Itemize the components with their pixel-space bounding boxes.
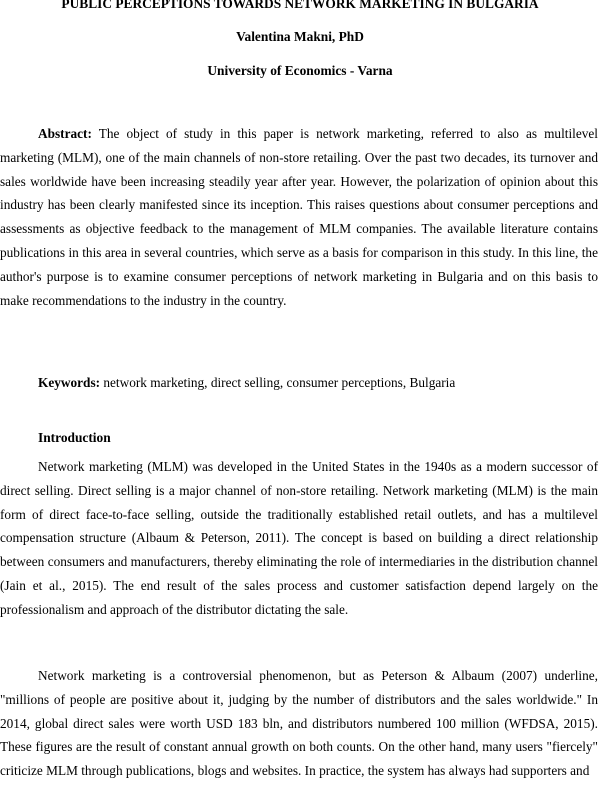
abstract-paragraph [0,122,598,312]
keywords-paragraph [0,371,598,395]
introduction-paragraph-2 [0,664,598,783]
introduction-heading: Introduction [38,430,111,445]
abstract-label: Abstract: [38,126,92,141]
paper-title: PUBLIC PERCEPTIONS TOWARDS NETWORK MARKETING IN BULGARIA [61,0,539,11]
abstract-text: The object of study in this paper is network marketing, referred to also as multilevel marketing (MLM), one of the main channels of non-store retailing. Over the past two decades, its turnover and sales worldwide have been increasing steadily year after year. However, the polarization of opinion about this industry has been clearly manifested since its inception. This raises questions about consumer perceptions and assessments as objective feedback to the management of MLM companies. The available literature contains publications in this area in several countries, which serve as a basis for comparison in this study. In this line, the author's purpose is to examine consumer perceptions of network marketing in Bulgaria and on this basis to make recommendations to the industry in the country. [0,126,598,308]
paper-affiliation: University of Economics - Varna [207,63,393,78]
keywords-label: Keywords: [38,375,101,390]
keywords-text: network marketing, direct selling, consumer perceptions, Bulgaria [103,375,456,390]
keywords-section [0,371,598,395]
paper-author: Valentina Makni, PhD [236,29,364,44]
body-paragraph: Network marketing (MLM) was developed in the United States in the 1940s as a modern successor of direct selling. Direct selling is a major channel of non-store retailing. Network marketing (MLM) is the main form of direct face-to-face selling, outside the traditionally established retail outlets, and has a multilevel compensation structure (Albaum & Peterson, 2011). The concept is based on building a direct relationship between consumers and manufacturers, thereby eliminating the role of intermediaries in the distribution channel (Jain et al., 2015). The end result of the sales process and customer satisfaction depend largely on the professionalism and approach of the distributor dictating the sale. [0,459,598,617]
abstract-section [0,122,598,312]
body-paragraph: Network marketing is a controversial phenomenon, but as Peterson & Albaum (2007) underline, "millions of people are positive about it, judging by the number of distributors and the sales worldwide." In 2014, global direct sales were worth USD 183 bln, and distributors numbered 100 million (WFDSA, 2015). These figures are the result of constant annual growth on both counts. On the other hand, many users "fiercely" criticize MLM through publications, blogs and websites. In practice, the system has always had supporters and [0,668,598,779]
introduction-paragraph-1 [0,455,598,622]
